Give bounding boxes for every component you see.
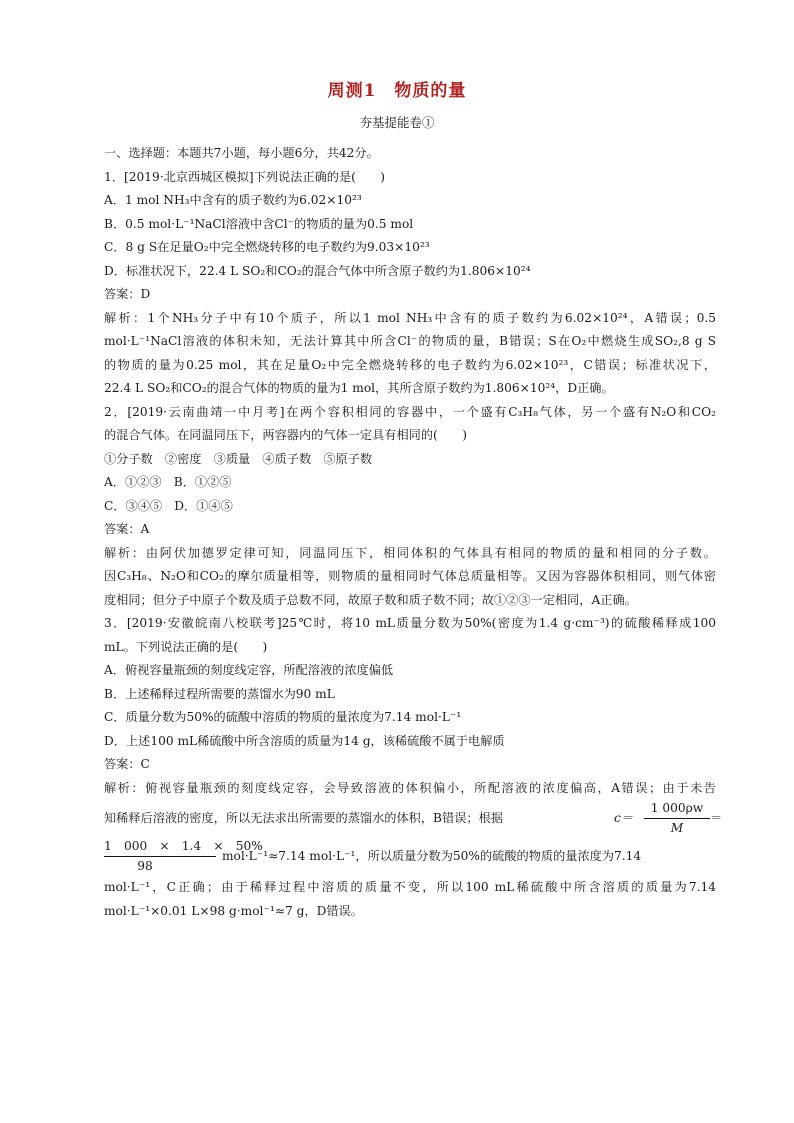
q1-option-b: B．0.5 mol·L⁻¹NaCl溶液中含Cl⁻的物质的量为0.5 mol: [104, 216, 414, 231]
q1-explanation-line: 解析：1个NH₃分子中有10个质子，所以1 mol NH₃中含有的质子数约为6.02×10²⁴，A错误；0.5: [104, 310, 716, 325]
fraction-bar: [104, 856, 216, 857]
q2-options-cd: C．③④⑤ D．①④⑤: [104, 498, 233, 513]
formula-lhs: c＝: [614, 811, 634, 825]
q3-explanation-fraction-line: [104, 838, 716, 876]
q3-explanation-line: mol·L⁻¹×0.01 L×98 g·mol⁻¹≈7 g，D错误。: [104, 903, 363, 918]
section-heading: 一、选择题：本题共7小题，每小题6分，共42分。: [104, 146, 379, 160]
q1-explanation-line: 22.4 L SO₂和CO₂的混合气体的物质的量为1 mol，其所含原子数约为1.806×10²⁴，D正确。: [104, 381, 614, 395]
fraction-bar: [644, 818, 710, 819]
q3-option-a: A．俯视容量瓶颈的刻度线定容，所配溶液的浓度偏低: [104, 663, 394, 677]
q3-explanation-formula-line: [104, 800, 723, 838]
q3-stem-cont: mL。下列说法正确的是( ): [104, 639, 268, 654]
q2-explanation-line: 度相同；但分子中原子个数及质子总数不同，故原子数和质子数不同；故①②③一定相同，A正确。: [104, 592, 637, 607]
q3-explanation-text: mol·L⁻¹≈7.14 mol·L⁻¹，所以质量分数为50%的硫酸的物质的量浓度为7.14: [222, 849, 642, 863]
q1-stem: 1．[2019·北京西城区模拟]下列说法正确的是( ): [104, 169, 386, 184]
fraction-denominator: 98: [137, 859, 153, 873]
q3-option-c: C．质量分数为50%的硫酸中溶质的物质的量浓度为7.14 mol·L⁻¹: [104, 710, 462, 724]
q3-explanation-line: 解析：俯视容量瓶颈的刻度线定容，会导致溶液的体积偏小，所配溶液的浓度偏高，A错误；由于未告: [104, 780, 716, 795]
q1-option-d: D．标准状况下，22.4 L SO₂和CO₂的混合气体中所含原子数约为1.806×10²⁴: [104, 263, 531, 278]
q1-answer: 答案：D: [104, 287, 151, 301]
q3-option-d: D．上述100 mL稀硫酸中所含溶质的质量为14 g，该稀硫酸不属于电解质: [104, 733, 505, 748]
q3-explanation-line: mol·L⁻¹，C正确；由于稀释过程中溶质的质量不变，所以100 mL稀硫酸中所含溶质的质量为7.14: [104, 880, 716, 894]
q2-stem: 2．[2019·云南曲靖一中月考]在两个容积相同的容器中，一个盛有C₃H₈气体，另一个盛有N₂O和CO₂: [104, 404, 716, 419]
document-body: [104, 142, 723, 923]
q2-items: ①分子数 ②密度 ③质量 ④质子数 ⑤原子数: [104, 451, 373, 466]
q1-explanation-line: 的物质的量为0.25 mol，其在足量O₂中完全燃烧转移的电子数约为6.02×10²³，C错误；标准状况下，: [104, 357, 716, 372]
formula-numerator: 1 000ρw: [650, 801, 704, 815]
q3-option-b: B．上述稀释过程所需要的蒸馏水为90 mL: [104, 686, 335, 701]
fraction-numerator: 1 000 × 1.4 × 50%: [104, 839, 263, 853]
q1-explanation-line: mol·L⁻¹NaCl溶液的体积未知，无法计算其中所含Cl⁻的物质的量，B错误；S在O₂中燃烧生成SO₂,8 g S: [104, 334, 716, 348]
q2-explanation-line: 解析：由阿伏加德罗定律可知，同温同压下，相同体积的气体具有相同的物质的量和相同的分子数。: [104, 545, 716, 560]
formula-equals: ＝: [710, 811, 723, 825]
q2-options-ab: A．①②③ B．①②⑤: [104, 475, 232, 489]
q1-option-c: C．8 g S在足量O₂中完全燃烧转移的电子数约为9.03×10²³: [104, 240, 430, 254]
q3-explanation-text: 知稀释后溶液的密度，所以无法求出所需要的蒸馏水的体积，B错误；根据: [104, 811, 503, 825]
page-title: 周测1 物质的量: [327, 81, 467, 101]
formula-denominator: M: [670, 821, 684, 835]
q2-stem-cont: 的混合气体。在同温同压下，两容器内的气体一定具有相同的( ): [104, 428, 467, 442]
q2-explanation-line: 因C₃H₈、N₂O和CO₂的摩尔质量相等，则物质的量相同时气体总质量相等。又因为容器体积相同，则气体密: [104, 569, 716, 583]
q3-stem: 3．[2019·安徽皖南八校联考]25℃时，将10 mL质量分数为50%(密度为1.4 g·cm⁻³)的硫酸稀释成100: [104, 616, 716, 630]
q2-answer: 答案：A: [104, 522, 150, 536]
page-subtitle: 夯基提能卷①: [359, 115, 435, 130]
q1-option-a: A．1 mol NH₃中含有的质子数约为6.02×10²³: [104, 193, 362, 207]
q3-answer: 答案：C: [104, 757, 150, 771]
